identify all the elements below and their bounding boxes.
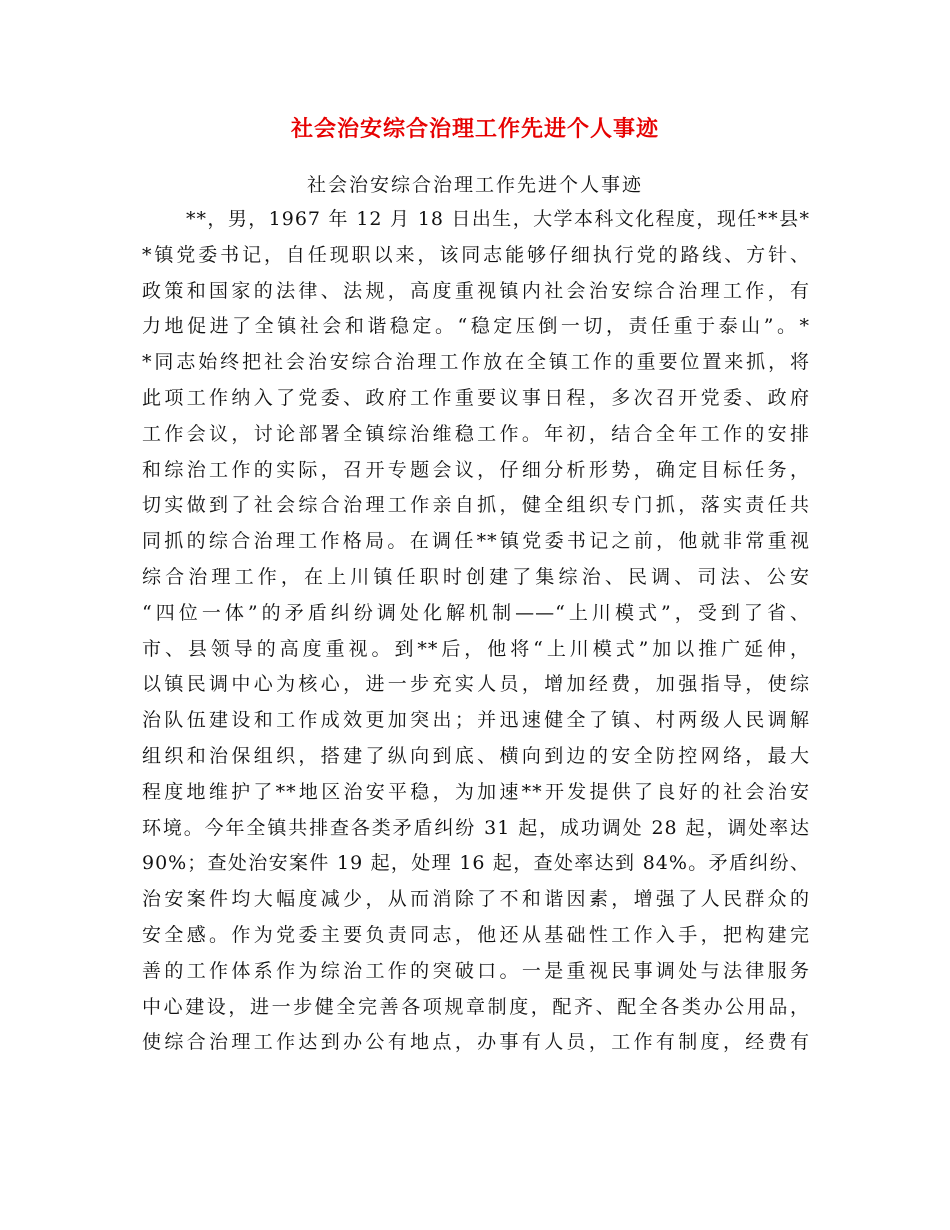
body-line: *同志始终把社会治安综合治理工作放在全镇工作的重要位置来抓，将	[142, 351, 810, 374]
body-text	[142, 202, 810, 1061]
body-line: 程度地维护了**地区治安平稳，为加速**开发提供了良好的社会治安	[142, 780, 810, 803]
document-title: 社会治安综合治理工作先进个人事迹	[290, 116, 659, 142]
body-line: 安全感。作为党委主要负责同志，他还从基础性工作入手，把构建完	[142, 923, 810, 946]
body-line: 中心建设，进一步健全完善各项规章制度，配齐、配全各类办公用品，	[142, 995, 810, 1018]
body-line: 善的工作体系作为综治工作的突破口。一是重视民事调处与法律服务	[142, 959, 810, 982]
body-line: **，男，1967 年 12 月 18 日出生，大学本科文化程度，现任**县*	[186, 208, 810, 230]
body-line: 力地促进了全镇社会和谐稳定。“稳定压倒一切，责任重于泰山”。*	[142, 315, 810, 338]
body-line: 此项工作纳入了党委、政府工作重要议事日程，多次召开党委、政府	[142, 386, 810, 409]
body-line: 治队伍建设和工作成效更加突出；并迅速健全了镇、村两级人民调解	[142, 709, 810, 732]
body-line: “四位一体”的矛盾纠纷调处化解机制——“上川模式”，受到了省、	[142, 601, 810, 624]
body-line: 市、县领导的高度重视。到**后，他将“上川模式”加以推广延伸，	[142, 637, 810, 660]
document-subtitle: 社会治安综合治理工作先进个人事迹	[306, 174, 643, 196]
body-line: 使综合治理工作达到办公有地点，办事有人员，工作有制度，经费有	[142, 1031, 810, 1054]
body-line: 环境。今年全镇共排查各类矛盾纠纷 31 起，成功调处 28 起，调处率达	[142, 816, 810, 839]
body-line: 90%；查处治安案件 19 起，处理 16 起，查处率达到 84%。矛盾纠纷、	[142, 852, 810, 875]
body-line: *镇党委书记，自任现职以来，该同志能够仔细执行党的路线、方针、	[142, 243, 810, 266]
body-line: 综合治理工作，在上川镇任职时创建了集综治、民调、司法、公安	[142, 565, 810, 588]
body-line: 同抓的综合治理工作格局。在调任**镇党委书记之前，他就非常重视	[142, 530, 810, 553]
body-line: 和综治工作的实际，召开专题会议，仔细分析形势，确定目标任务，	[142, 458, 810, 481]
body-line: 工作会议，讨论部署全镇综治维稳工作。年初，结合全年工作的安排	[142, 422, 810, 445]
body-line: 切实做到了社会综合治理工作亲自抓，健全组织专门抓，落实责任共	[142, 494, 810, 517]
body-line: 治安案件均大幅度减少，从而消除了不和谐因素，增强了人民群众的	[142, 888, 810, 911]
body-line: 政策和国家的法律、法规，高度重视镇内社会治安综合治理工作，有	[142, 279, 810, 302]
body-line: 以镇民调中心为核心，进一步充实人员，增加经费，加强指导，使综	[142, 673, 810, 696]
body-line: 组织和治保组织，搭建了纵向到底、横向到边的安全防控网络，最大	[142, 744, 810, 767]
